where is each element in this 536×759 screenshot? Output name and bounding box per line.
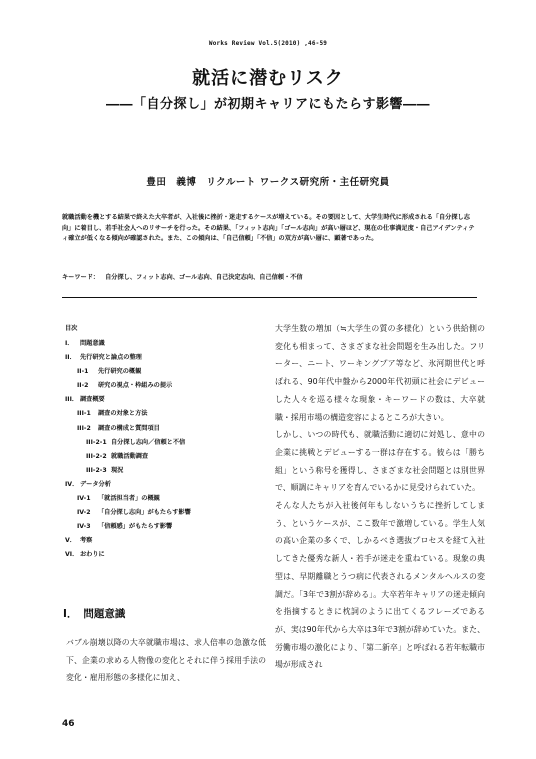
toc-item-label: 考察 <box>80 537 93 545</box>
toc-item <box>65 337 265 351</box>
toc-item-number: IV． <box>65 480 79 488</box>
toc-item-number: III． <box>65 396 79 404</box>
toc-item <box>65 520 265 534</box>
toc-item-number: I． <box>65 340 74 347</box>
toc-item-number: IV-2 <box>77 509 91 517</box>
table-of-contents <box>65 322 265 563</box>
paper-subtitle: ――「自分探し」が初期キャリアにもたらす影響―― <box>105 97 430 112</box>
author-line: 豊田 義博 リクルート ワークス研究所・主任研究員 <box>146 177 390 188</box>
paper-title: 就活に潜むリスク <box>192 68 344 89</box>
toc-item-number: IV-1 <box>77 495 91 503</box>
toc-item-number: III-2-3 <box>86 466 107 474</box>
toc-item <box>65 351 265 365</box>
section-heading <box>63 606 125 621</box>
toc-item-number: II． <box>65 354 76 362</box>
toc-item-label: 就職活動調査 <box>111 452 149 460</box>
toc-item-number: V． <box>65 537 76 545</box>
toc-item <box>65 478 265 492</box>
toc-item-number: III-2 <box>77 424 91 432</box>
toc-item <box>65 464 265 478</box>
page-number: 46 <box>62 719 75 729</box>
toc-item-label: 問題意識 <box>80 340 105 347</box>
toc-item-number: II-2 <box>77 382 89 390</box>
toc-item-label: 「信頼感」がもたらす影響 <box>98 523 173 531</box>
body-paragraph: そんな人たちが入社後何年もしないうちに挫折してしまう、というケースが、ここ数年で激増している。学生人気の高い企業の多くで、しかるべき選抜プロセスを経て入社してきた優秀な新人・若手が迷走を重ねている。現象の典型は、早期離職とうつ病に代表されるメンタルヘルスの変調だ。「3年で3割が辞める」。大卒若年キャリアの迷走傾向を指摘するときに枕詞のように出てくるフレーズであるが、実は90年代から大卒は3年で3割が辞めていた。また、労働市場の激化により、「第二新卒」と呼ばれる若年転職市場が形成され <box>275 501 485 670</box>
section-title: 問題意識 <box>83 608 126 620</box>
body-paragraph: しかし、いつの時代も、就職活動に適切に対処し、意中の企業に挑戦とデビューする一群は存在する。彼らは「勝ち組」という称号を獲得し、さまざまな社会問題とは別世界で、順調にキャリアを育んでいるかに見受けられていた。 <box>275 430 485 493</box>
running-head: Works Review Vol.5(2010) ,46-59 <box>208 40 328 47</box>
toc-item-number: IV-3 <box>77 523 91 531</box>
abstract: 就職活動を機とする結果で終えた大卒者が、入社後に挫折・迷走するケースが増えている。その要因として、大学生時代に形成される「自分探し志向」に着目し、若手社会人へのリサーチを行った。その結果、「フィット志向」「ゴール志向」が高い層ほど、現在の仕事満足度・自己アイデンティティ確立が低くなる傾向が確認された。また、この傾向は、「自己信頼」「不信」の双方が高い層に、顕著であった。 <box>62 214 475 242</box>
toc-item <box>65 393 265 407</box>
body-paragraph: バブル崩壊以降の大卒就職市場は、求人倍率の急激な低下、企業の求める人物像の変化とそれに伴う採用手法の変化・雇用形態の多様化に加え、 <box>66 638 266 683</box>
toc-item <box>65 450 265 464</box>
keywords-label: キーワード： <box>62 274 100 281</box>
section-number: I． <box>63 608 78 620</box>
keywords <box>62 272 477 281</box>
toc-item-label: 調査の対象と方法 <box>98 410 148 418</box>
toc-item-label: データ分析 <box>80 480 111 488</box>
toc-item-label: 自分探し志向／信頼と不信 <box>111 438 186 446</box>
toc-item <box>65 436 265 450</box>
right-column <box>275 320 485 674</box>
toc-item-number: II-1 <box>77 368 89 376</box>
toc-item <box>65 506 265 520</box>
toc-item <box>65 379 265 393</box>
toc-item-number: VI． <box>65 551 79 559</box>
toc-item-label: 現況 <box>111 466 124 474</box>
toc-item-number: III-2-1 <box>86 438 107 446</box>
toc-item-label: 先行研究の概観 <box>98 368 142 376</box>
toc-item-label: 「自分探し志向」がもたらす影響 <box>98 509 191 517</box>
toc-item-label: 「就活担当者」の概観 <box>98 495 160 503</box>
toc-item-number: III-2-2 <box>86 452 107 460</box>
toc-item-label: おわりに <box>80 551 105 559</box>
toc-item <box>65 365 265 379</box>
toc-item <box>65 407 265 421</box>
toc-item-label: 研究の視点・枠組みの提示 <box>98 382 173 390</box>
toc-item-label: 調査の構成と質問項目 <box>98 424 160 432</box>
toc-item-label: 調査概要 <box>80 396 105 404</box>
toc-item <box>65 534 265 548</box>
body-paragraph: 大学生数の増加（≒大学生の質の多様化）という供給側の変化も相まって、さまざまな社会問題を生み出した。フリーター、ニート、ワーキングプア等など、氷河期世代と呼ばれる、90年代中盤から2000年代初頭に社会にデビューした人々を巡る様々な現象・キーワードの数は、大卒就職・採用市場の構造変容によるところが大きい。 <box>275 324 485 422</box>
toc-item-number: III-1 <box>77 410 91 418</box>
toc-item <box>65 548 265 562</box>
toc-item <box>65 422 265 436</box>
toc-item <box>65 492 265 506</box>
divider <box>62 297 477 298</box>
toc-item-label: 先行研究と論点の整理 <box>80 354 142 362</box>
toc-heading: 目次 <box>65 325 78 332</box>
keywords-text: 自分探し、フィット志向、ゴール志向、自己決定志向、自己信頼・不信 <box>105 274 303 281</box>
